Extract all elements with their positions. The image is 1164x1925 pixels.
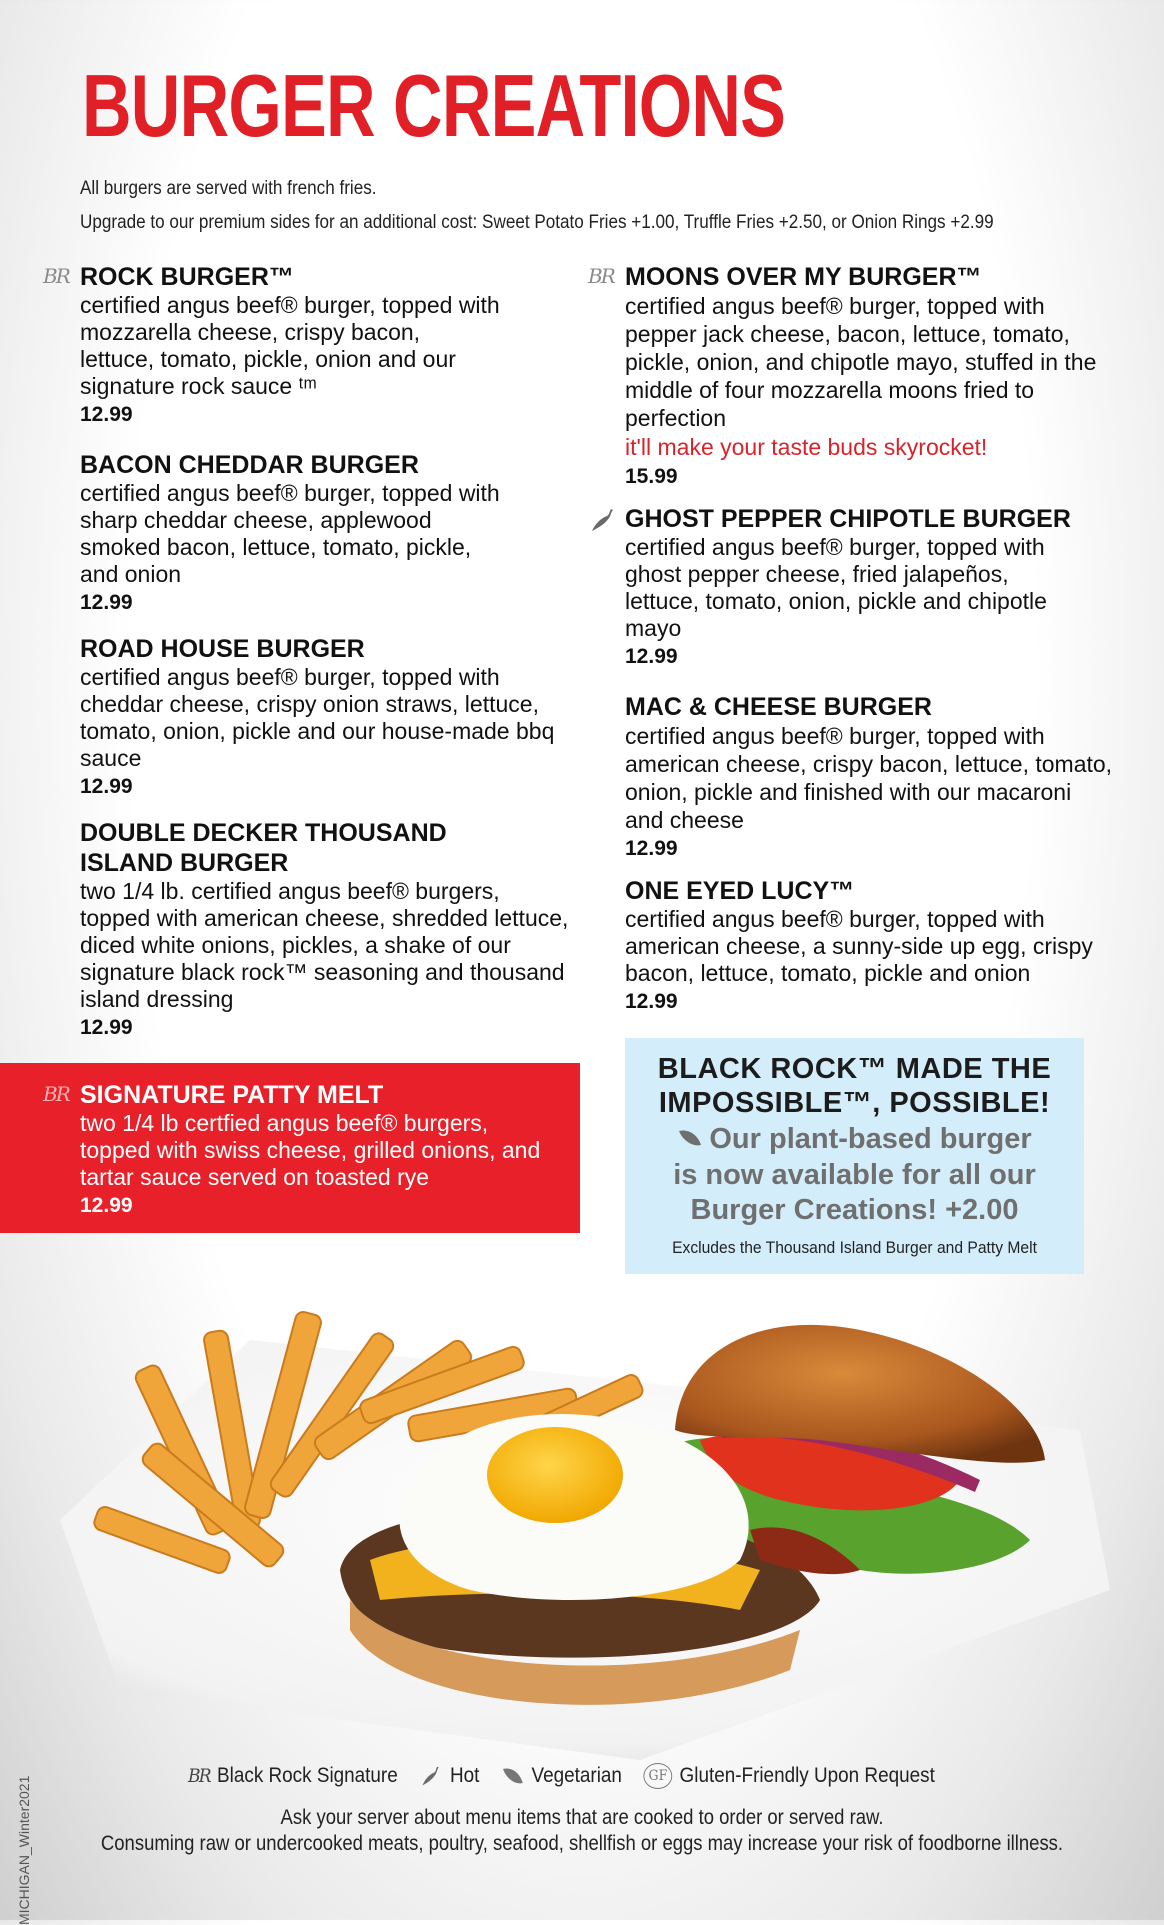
gluten-friendly-icon: GF xyxy=(644,1763,673,1789)
menu-legend xyxy=(188,1763,956,1789)
black-rock-signature-icon: BR xyxy=(588,264,614,288)
promo-title xyxy=(625,1052,1084,1120)
item-description: two 1/4 lb certfied angus beef® burgers, topped with swiss cheese, grilled onions, and tartar sauce served on toasted rye xyxy=(80,1110,541,1190)
item-description: two 1/4 lb. certified angus beef® burgers, topped with american cheese, shredded lettuce, diced white onions, pickles, a shake of our signature black rock™ seasoning and thousand island dressing xyxy=(80,878,569,1012)
item-name: GHOST PEPPER CHIPOTLE BURGER xyxy=(625,505,1071,533)
legend-hot xyxy=(419,1764,479,1788)
legend-gluten-friendly xyxy=(644,1763,935,1789)
promo-subtitle-line: is now available for all our xyxy=(673,1158,1036,1191)
hot-pepper-icon xyxy=(589,506,617,539)
promo-title-line: BLACK ROCK™ MADE THE xyxy=(657,1053,1052,1085)
menu-item-double-decker xyxy=(80,818,580,1043)
black-rock-signature-icon: BR xyxy=(43,1082,69,1106)
item-name: ROCK BURGER™ xyxy=(80,263,294,291)
item-description: certified angus beef® burger, topped with cheddar cheese, crispy onion straws, lettuce, tomato, onion, pickle and our house-made bbq sauce xyxy=(80,664,555,771)
promo-title-line: IMPOSSIBLE™, POSSIBLE! xyxy=(658,1087,1051,1119)
menu-column-left xyxy=(43,262,580,1043)
intro-line-upgrade: Upgrade to our premium sides for an additional cost: Sweet Potato Fries +1.00, Truffle Fries +2.50, or Onion Rings +2.99 xyxy=(80,212,994,233)
item-description: certified angus beef® burger, topped with sharp cheddar cheese, applewood smoked bacon, lettuce, tomato, pickle, and onion xyxy=(80,480,500,587)
menu-item-one-eyed-lucy xyxy=(625,876,1125,1017)
item-name: MOONS OVER MY BURGER™ xyxy=(625,263,982,291)
disclaimer-line: Ask your server about menu items that are cooked to order or served raw. xyxy=(280,1806,884,1829)
legend-vegetarian xyxy=(501,1764,622,1788)
burger-and-fries-photo xyxy=(0,1270,1164,1760)
hot-pepper-icon xyxy=(419,1764,442,1788)
item-name: BACON CHEDDAR BURGER xyxy=(80,451,419,479)
promo-subtitle xyxy=(625,1122,1084,1228)
menu-item-road-house xyxy=(80,634,580,798)
legend-label: Vegetarian xyxy=(531,1764,622,1787)
black-rock-signature-icon: BR xyxy=(43,264,69,288)
item-price: 12.99 xyxy=(625,837,678,860)
menu-item-mac-cheese xyxy=(625,692,1125,862)
item-tagline: it'll make your taste buds skyrocket! xyxy=(625,434,988,460)
intro-text xyxy=(80,172,994,240)
promo-exclusion-note: Excludes the Thousand Island Burger and Patty Melt xyxy=(672,1237,1037,1257)
item-price: 12.99 xyxy=(80,1016,133,1039)
vegetarian-leaf-icon xyxy=(501,1765,524,1787)
item-price: 12.99 xyxy=(625,645,678,668)
vegetarian-leaf-icon xyxy=(677,1123,703,1158)
item-description: certified angus beef® burger, topped with pepper jack cheese, bacon, lettuce, tomato, pickle, onion, and chipotle mayo, stuffed in the middle of four mozzarella moons fried to perfection xyxy=(625,293,1097,431)
promo-subtitle-line: Burger Creations! +2.00 xyxy=(690,1193,1019,1226)
item-name: MAC & CHEESE BURGER xyxy=(625,693,932,721)
disclaimer-line: Consuming raw or undercooked meats, poultry, seafood, shellfish or eggs may increase your risk of foodborne illness. xyxy=(100,1832,1064,1855)
item-description: certified angus beef® burger, topped with american cheese, a sunny-side up egg, crispy bacon, lettuce, tomato, pickle and onion xyxy=(625,906,1093,986)
item-name: ROAD HOUSE BURGER xyxy=(80,635,365,663)
item-description: certified angus beef® burger, topped with ghost pepper cheese, fried jalapeños, lettuce, tomato, onion, pickle and chipotle mayo xyxy=(625,534,1047,641)
item-name: ONE EYED LUCY™ xyxy=(625,877,855,905)
menu-item-rock-burger xyxy=(43,262,580,426)
menu-item-bacon-cheddar xyxy=(80,450,580,614)
intro-line-fries: All burgers are served with french fries. xyxy=(80,178,377,199)
item-price: 12.99 xyxy=(625,990,678,1013)
promo-subtitle-line xyxy=(625,1122,1084,1158)
item-price: 15.99 xyxy=(625,465,678,488)
promo-subtitle-text: Our plant-based burger xyxy=(709,1123,1032,1155)
item-price: 12.99 xyxy=(80,591,133,614)
impossible-promo-box xyxy=(625,1038,1084,1274)
legend-signature xyxy=(188,1764,398,1788)
item-price: 12.99 xyxy=(80,1194,133,1217)
menu-item-ghost-pepper xyxy=(625,504,1125,674)
black-rock-signature-icon: BR xyxy=(188,1765,210,1787)
legend-label: Gluten-Friendly Upon Request xyxy=(679,1764,935,1787)
menu-item-moons-over-my-burger xyxy=(588,262,1125,492)
legend-label: Hot xyxy=(449,1764,480,1787)
item-price: 12.99 xyxy=(80,775,133,798)
page-title: BURGER CREATIONS xyxy=(82,56,786,155)
item-name: DOUBLE DECKER THOUSAND ISLAND BURGER xyxy=(80,819,447,877)
item-description: certified angus beef® burger, topped with american cheese, crispy bacon, lettuce, tomato, onion, pickle and finished with our macaroni and cheese xyxy=(625,723,1113,833)
featured-item-box xyxy=(0,1063,580,1233)
edition-label: MICHIGAN_Winter2021 xyxy=(16,1775,32,1925)
item-description: certified angus beef® burger, topped with mozzarella cheese, crispy bacon, lettuce, tomato, pickle, onion and our signature rock sauce ᵗᵐ xyxy=(80,292,500,399)
item-price: 12.99 xyxy=(80,403,133,426)
legend-label: Black Rock Signature xyxy=(217,1764,398,1787)
item-name: SIGNATURE PATTY MELT xyxy=(80,1081,384,1109)
menu-column-right xyxy=(588,262,1125,1017)
